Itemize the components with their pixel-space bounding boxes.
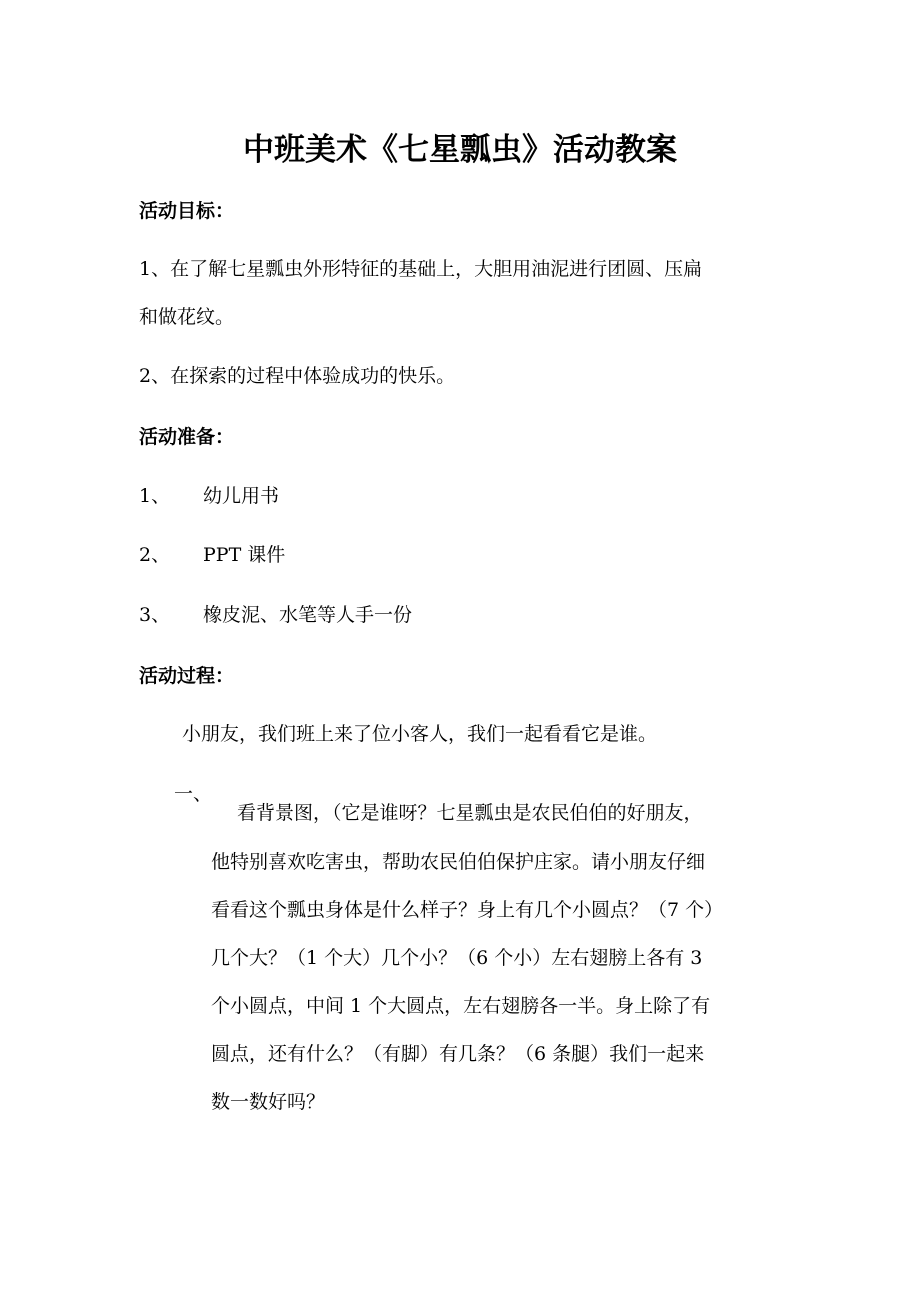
goal-item-1-line-1: 1、在了解七星瓢虫外形特征的基础上，大胆用油泥进行团圆、压扁 <box>139 258 703 280</box>
preparation-item-3 <box>139 600 789 630</box>
step-1-number: 一、 <box>174 783 213 805</box>
preparation-item-2-number: 2、 <box>139 544 171 566</box>
process-heading: 活动过程： <box>139 665 235 687</box>
step-1-line-2: 他特别喜欢吃害虫，帮助农民伯伯保护庄家。请小朋友仔细 <box>211 851 706 873</box>
goal-item-1-line-2: 和做花纹。 <box>139 306 235 328</box>
step-1-line-4: 几个大？（1 个大）几个小？（6 个小）左右翅膀上各有 3 <box>211 947 703 969</box>
preparation-item-3-text: 橡皮泥、水笔等人手一份 <box>203 604 413 626</box>
document-title: 中班美术《七星瓢虫》活动教案 <box>243 132 677 168</box>
step-1-line-7: 数一数好吗？ <box>211 1091 326 1113</box>
process-intro: 小朋友，我们班上来了位小客人，我们一起看看它是谁。 <box>182 723 658 745</box>
step-1-line-3: 看看这个瓢虫身体是什么样子？身上有几个小圆点？（7 个） <box>211 899 724 921</box>
preparation-heading: 活动准备： <box>139 426 235 448</box>
step-1-line-6: 圆点，还有什么？（有脚）有几条？（6 条腿）我们一起来 <box>211 1043 705 1065</box>
preparation-item-1-number: 1、 <box>139 485 171 507</box>
goal-item-2: 2、在探索的过程中体验成功的快乐。 <box>139 365 456 387</box>
preparation-item-1 <box>139 481 789 511</box>
step-1-line-5: 个小圆点，中间 1 个大圆点，左右翅膀各一半。身上除了有 <box>211 995 711 1017</box>
goals-heading: 活动目标： <box>139 200 235 222</box>
preparation-item-2-text: PPT 课件 <box>203 544 286 566</box>
preparation-item-2 <box>139 540 789 570</box>
step-1-line-1: 看背景图，（它是谁呀？七星瓢虫是农民伯伯的好朋友， <box>237 802 703 824</box>
preparation-item-1-text: 幼儿用书 <box>203 485 280 507</box>
preparation-item-3-number: 3、 <box>139 604 171 626</box>
